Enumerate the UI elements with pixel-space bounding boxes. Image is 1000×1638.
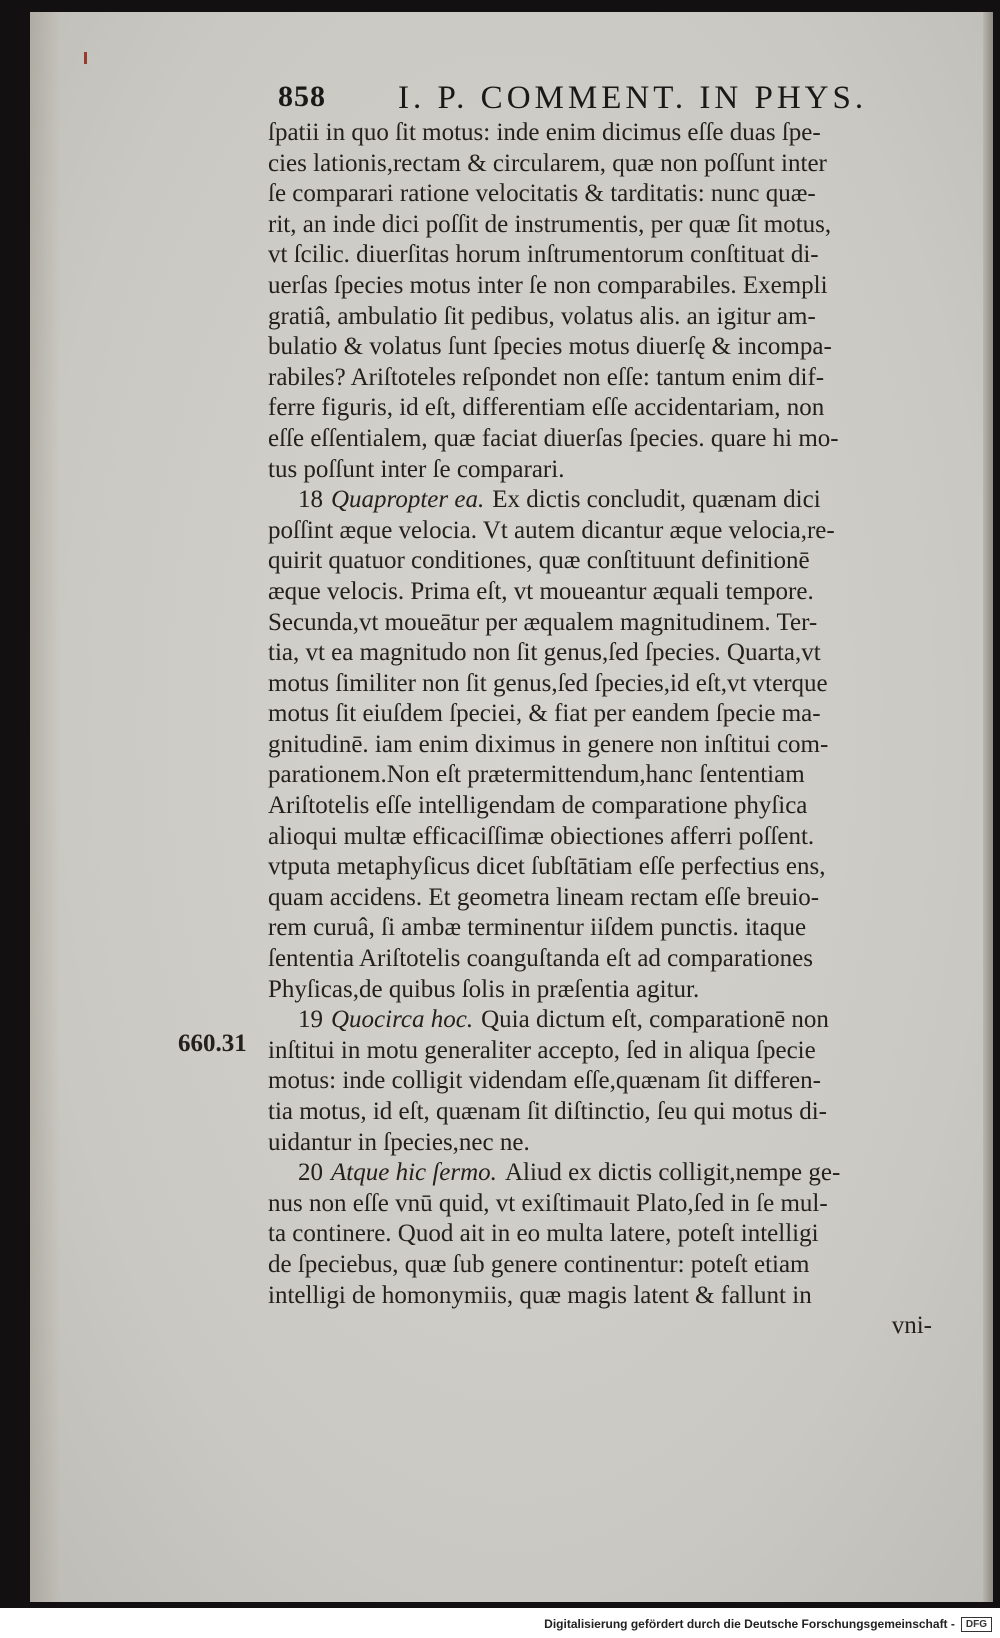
page-number: 858: [278, 80, 326, 113]
section-lemma: Quapropter ea.: [331, 486, 485, 514]
text-line: poſſint æque velocia. Vt autem dicantur æque velocia,re-: [268, 516, 835, 544]
text-line: quirit quatuor conditiones, quæ conſtituunt definitionē: [268, 547, 810, 575]
page-gutter-shadow: [983, 12, 993, 1602]
text-line: tia motus, id eſt, quænam ſit diſtinctio, ſeu qui motus di-: [268, 1098, 827, 1125]
text-line: rabiles? Ariſtoteles reſpondet non eſſe: tantum enim dif-: [268, 363, 825, 391]
text-line: bulatio & volatus ſunt ſpecies motus diuerſę & incompa-: [268, 333, 832, 361]
section-20-first-line: [268, 1158, 938, 1189]
text-line: Quia dictum eſt, comparationē non: [481, 1006, 829, 1034]
ink-mark: [84, 52, 87, 64]
text-line: parationem.Non eſt prætermittendum,hanc ſententiam: [268, 761, 805, 789]
page-header: [248, 64, 868, 118]
text-line: rem curuâ, ſi ambæ terminentur iiſdem punctis. itaque: [268, 914, 807, 942]
text-line: uerſas ſpecies motus inter ſe non comparabiles. Exempli: [268, 271, 828, 299]
text-line: inſtitui in motu generaliter accepto, ſed in aliqua ſpecie: [268, 1036, 816, 1064]
catchword: vni-: [891, 1312, 932, 1340]
text-line: motus: inde colligit videndam eſſe,quænam ſit differen-: [268, 1067, 821, 1095]
text-line: Aliud ex dictis colligit,nempe ge-: [504, 1159, 841, 1187]
text-line: de ſpeciebus, quæ ſub genere continentur: poteſt etiam: [268, 1250, 810, 1278]
text-line: rit, an inde dici poſſit de instrumentis, per quæ ſit motus,: [268, 210, 832, 238]
margin-reference: 660.31: [178, 1030, 247, 1057]
section-number: 19: [298, 1006, 323, 1034]
text-line: quam accidens. Et geometra lineam rectam eſſe breuio-: [268, 883, 820, 911]
text-line: ſe comparari ratione velocitatis & tarditatis: nunc quæ-: [268, 180, 816, 208]
text-line: vt ſcilic. diuerſitas horum inſtrumentorum conſtituat di-: [268, 241, 819, 269]
text-line: motus ſimiliter non ſit genus,ſed ſpecies,id eſt,vt vterque: [268, 669, 828, 697]
text-line: Ex dictis concludit, quænam dici: [492, 486, 821, 514]
text-line: alioqui multæ efficaciſſimæ obiectiones afferri poſſent.: [268, 822, 815, 850]
text-line: ta continere. Quod ait in eo multa latere, poteſt intelligi: [268, 1220, 819, 1248]
text-line: ſententia Ariſtotelis coanguſtanda eſt ad comparationes: [268, 945, 813, 973]
section-lemma: Quocirca hoc.: [331, 1006, 474, 1034]
section-number: 20: [298, 1159, 323, 1187]
section-lemma: Atque hic ſermo.: [331, 1159, 497, 1187]
text-line: ferre figuris, id eſt, differentiam eſſe accidentariam, non: [268, 394, 825, 422]
footer-credit: Digitalisierung gefördert durch die Deutsche Forschungsgemeinschaft -: [544, 1617, 955, 1631]
text-line: uidantur in ſpecies,nec ne.: [268, 1128, 530, 1156]
digitization-footer: [544, 1614, 992, 1634]
text-line: gnitudinē. iam enim diximus in genere non inſtitui com-: [268, 730, 829, 758]
text-line: ſpatii in quo ſit motus: inde enim dicimus eſſe duas ſpe-: [268, 119, 821, 146]
text-line: Secunda,vt moueātur per æqualem magnitudinem. Ter-: [268, 608, 818, 636]
text-line: tus poſſunt inter ſe comparari.: [268, 455, 565, 483]
text-line: eſſe eſſentialem, quæ faciat diuerſas ſpecies. quare hi mo-: [268, 424, 839, 452]
text-line: intelligi de homonymiis, quæ magis latent & fallunt in: [268, 1281, 812, 1309]
section-number: 18: [298, 486, 323, 514]
running-head: I. P. COMMENT. IN PHYS.: [398, 80, 868, 116]
section-18-first-line: [268, 485, 938, 516]
text-line: æque velocis. Prima eſt, vt moueantur æquali tempore.: [268, 577, 814, 605]
text-line: Phyſicas,de quibus ſolis in præſentia agitur.: [268, 975, 700, 1003]
body-text: [268, 118, 938, 1342]
text-line: cies lationis,rectam & circularem, quæ non poſſunt inter: [268, 149, 827, 177]
text-line: Ariſtotelis eſſe intelligendam de comparatione phyſica: [268, 792, 808, 820]
text-line: tia, vt ea magnitudo non ſit genus,ſed ſpecies. Quarta,vt: [268, 639, 821, 667]
text-line: motus ſit eiuſdem ſpeciei, & fiat per eandem ſpecie ma-: [268, 700, 821, 728]
dfg-logo-icon: DFG: [961, 1617, 992, 1632]
section-19-first-line: [268, 1005, 938, 1036]
text-line: gratiâ, ambulatio ſit pedibus, volatus alis. an igitur am-: [268, 302, 816, 330]
text-line: vtputa metaphyſicus dicet ſubſtātiam eſſe perfectius ens,: [268, 853, 826, 881]
text-line: nus non eſſe vnū quid, vt exiſtimauit Plato,ſed in ſe mul-: [268, 1189, 828, 1217]
